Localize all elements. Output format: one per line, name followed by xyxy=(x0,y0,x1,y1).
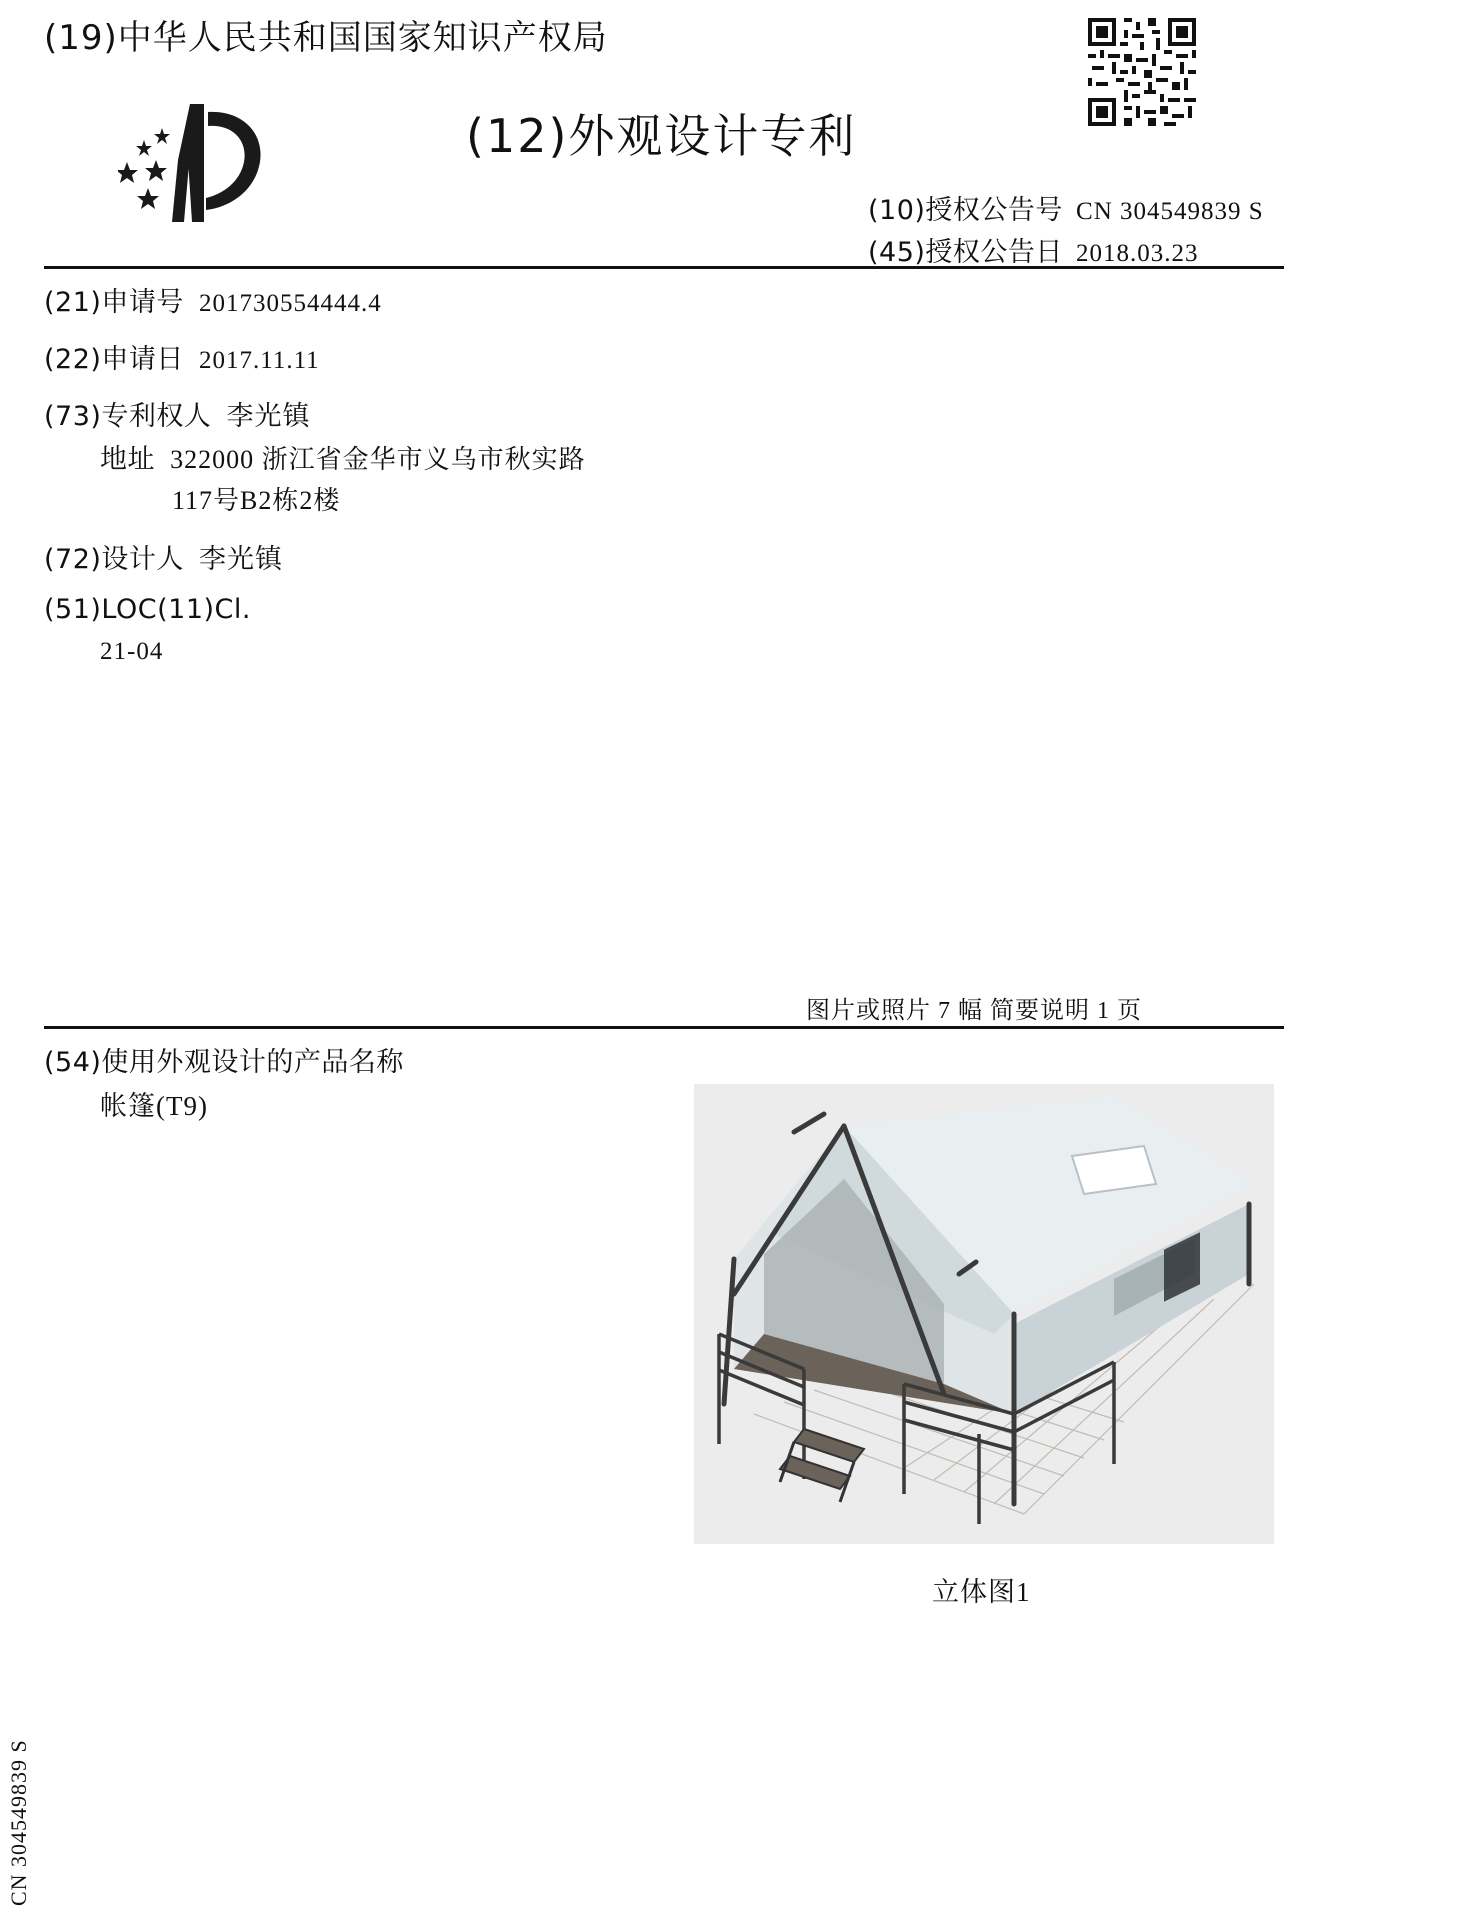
application-number-value: 201730554444.4 xyxy=(199,290,382,317)
application-number-row xyxy=(44,280,382,319)
publication-date-label: (45)授权公告日 xyxy=(868,237,1063,268)
designer-value: 李光镇 xyxy=(199,544,284,574)
figures-count-text: 图片或照片 7 幅 简要说明 1 页 xyxy=(806,998,1142,1024)
designer-row xyxy=(44,537,283,576)
publication-number-row xyxy=(868,188,1264,227)
tent-figure xyxy=(694,1084,1274,1544)
address-row xyxy=(100,437,586,476)
address-label: 地址 xyxy=(100,444,155,475)
document-type-title: (12)外观设计专利 xyxy=(466,109,857,163)
loc-classification-label: (51)LOC(11)Cl. xyxy=(44,594,251,625)
office-name: (19)中华人民共和国国家知识产权局 xyxy=(44,18,608,58)
product-name-label: (54)使用外观设计的产品名称 xyxy=(44,1047,404,1078)
publication-number-label: (10)授权公告号 xyxy=(868,195,1063,226)
application-date-label: (22)申请日 xyxy=(44,344,184,375)
figure-caption: 立体图1 xyxy=(932,1577,1031,1607)
application-date-value: 2017.11.11 xyxy=(199,347,320,374)
summary-divider xyxy=(44,1026,1284,1029)
header-divider xyxy=(44,266,1284,269)
application-number-label: (21)申请号 xyxy=(44,287,184,318)
designer-label: (72)设计人 xyxy=(44,544,184,575)
publication-date-row xyxy=(868,230,1199,269)
patentee-row xyxy=(44,394,311,433)
publication-number-value: CN 304549839 S xyxy=(1076,198,1264,225)
address-line-2: 117号B2栋2楼 xyxy=(172,486,341,515)
product-name-value: 帐篷(T9) xyxy=(100,1091,208,1121)
patentee-label: (73)专利权人 xyxy=(44,401,212,432)
application-date-row xyxy=(44,337,320,376)
cnipa-emblem-icon xyxy=(118,100,268,225)
qr-code-icon xyxy=(1088,18,1196,126)
loc-classification-value: 21-04 xyxy=(100,638,164,665)
publication-date-value: 2018.03.23 xyxy=(1076,240,1199,267)
patentee-value: 李光镇 xyxy=(226,401,311,431)
address-line-1: 322000 浙江省金华市义乌市秋实路 xyxy=(170,445,586,474)
vertical-publication-id: CN 304549839 S xyxy=(6,1739,31,1906)
